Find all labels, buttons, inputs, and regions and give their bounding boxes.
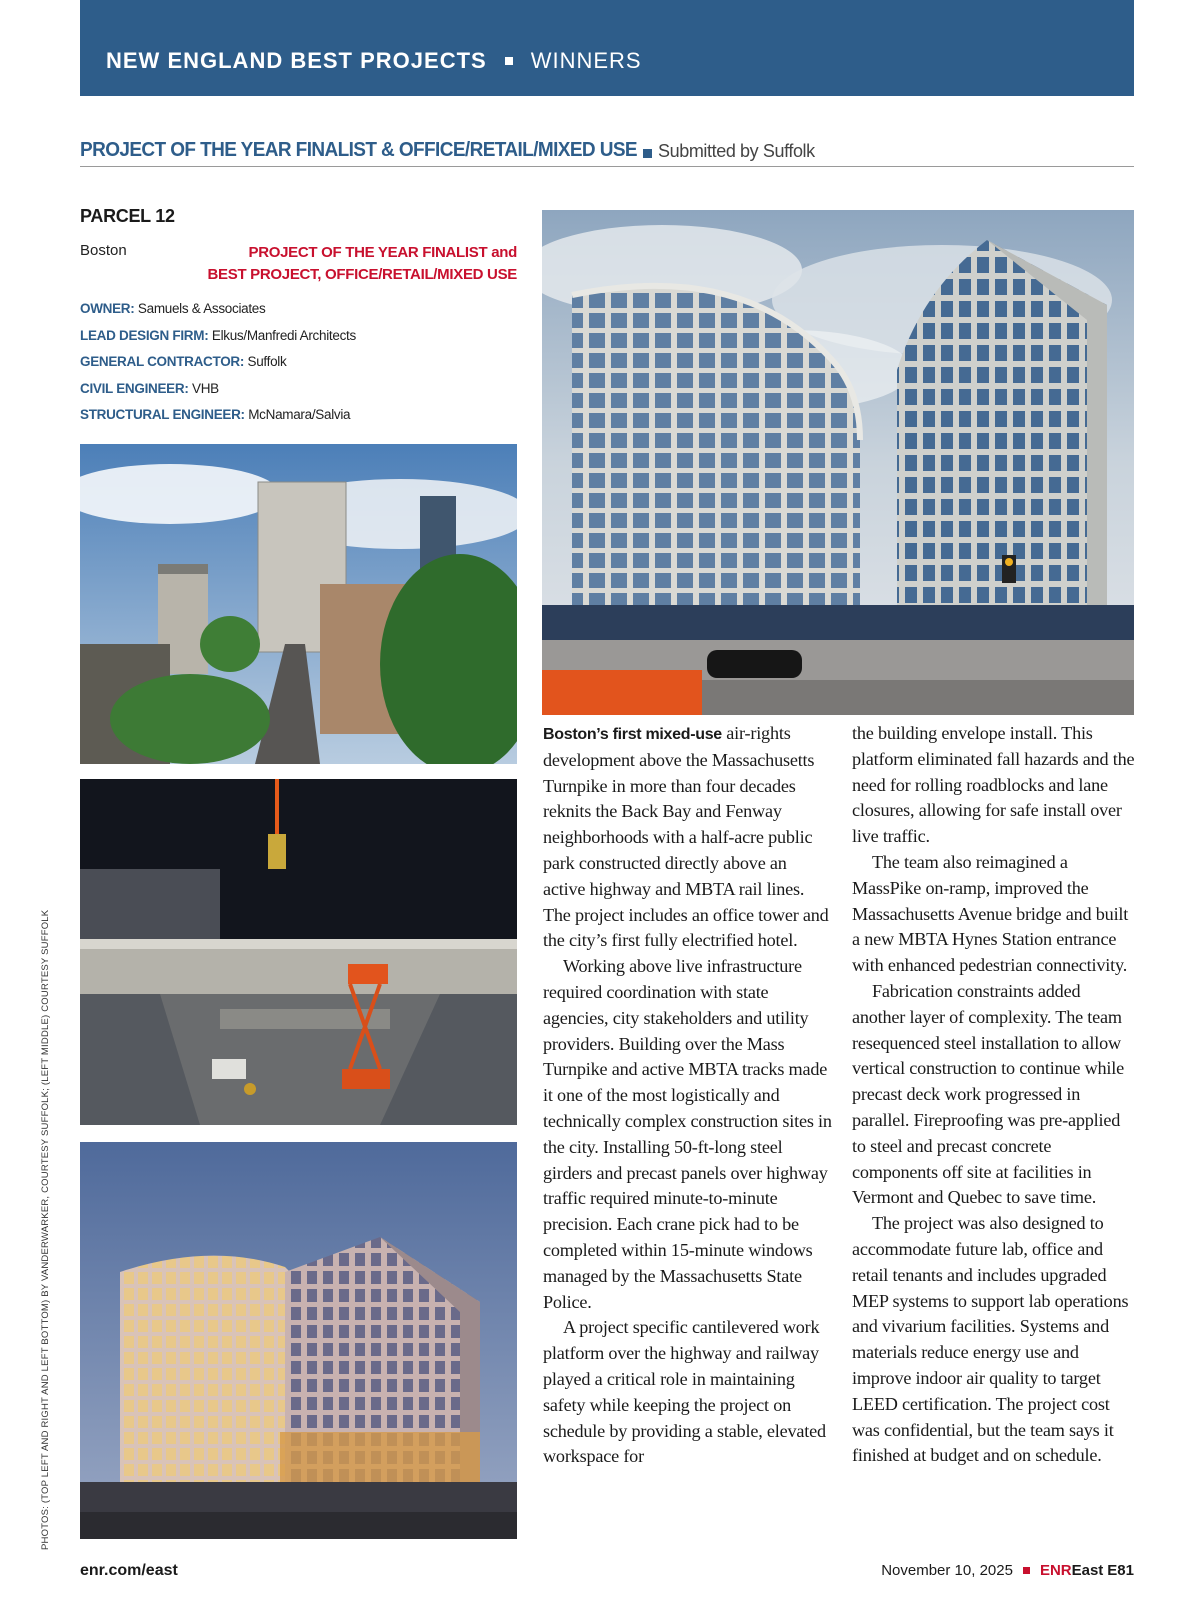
project-location: Boston — [80, 242, 127, 259]
footer-url: enr.com/east — [80, 1562, 178, 1579]
banner-title: NEW ENGLAND BEST PROJECTS — [106, 48, 487, 73]
footer-page-number: E81 — [1107, 1562, 1134, 1579]
credit-general-contractor — [80, 349, 356, 376]
header-banner — [80, 0, 1134, 96]
article-column-1 — [543, 721, 833, 1470]
credit-value: Samuels & Associates — [137, 301, 266, 316]
credit-label: STRUCTURAL ENGINEER: — [80, 407, 245, 422]
credit-civil-engineer — [80, 376, 356, 403]
credit-value: McNamara/Salvia — [248, 407, 351, 422]
credit-design-firm — [80, 323, 356, 350]
credit-owner — [80, 296, 356, 323]
photo-street-aerial — [80, 444, 517, 764]
credit-label: CIVIL ENGINEER: — [80, 380, 189, 396]
banner-separator — [505, 57, 513, 65]
section-separator — [643, 149, 652, 158]
section-category: PROJECT OF THE YEAR FINALIST & OFFICE/RETAIL/MIXED USE — [80, 139, 637, 162]
paragraph: Fabrication constraints added another layer of complexity. The team resequenced steel installation to allow vertical construction to continue while precast deck work progressed in parallel. Fireproofing was pre-applied to steel and precast concrete components off site at facilities in Vermont and Quebec to save time. — [852, 980, 1125, 1208]
credit-value: Elkus/Manfredi Architects — [211, 327, 356, 343]
paragraph: The team also reimagined a MassPike on-ramp, improved the Massachusetts Avenue bridge and built a new MBTA Hynes Station entrance with enhanced pedestrian connectivity. — [852, 851, 1129, 976]
paragraph: The project was also designed to accommodate future lab, office and retail tenants and includes upgraded MEP systems to support lab operations and vivarium facilities. Systems and materials reduce energy use and improve indoor air quality to target LEED certification. The project cost was confidential, but the team says it finished at budget and on schedule. — [852, 1213, 1129, 1466]
credit-structural-engineer — [80, 402, 356, 429]
credit-label: LEAD DESIGN FIRM: — [80, 327, 209, 343]
footer-brand: ENR — [1039, 1562, 1072, 1579]
article-column-2 — [852, 721, 1136, 1469]
main-photo-buildings — [542, 210, 1134, 715]
lead-in: Boston’s first mixed-use — [543, 726, 722, 743]
paragraph: A project specific cantilevered work platform over the highway and railway played a critical role in maintaining safety while keeping the project on schedule by providing a stable, elevated workspace for — [543, 1317, 826, 1467]
paragraph: the building envelope install. This platform eliminated fall hazards and the need for rolling roadblocks and lane closures, allowing for safe install over live traffic. — [852, 723, 1135, 847]
section-submitted-by: Submitted by Suffolk — [658, 141, 815, 161]
photo-credit: PHOTOS: (TOP LEFT AND RIGHT AND LEFT BOTTOM) BY VANDERWARKER, COURTESY SUFFOLK; (LEFT MIDDLE) COURTESY SUFFOLK — [40, 909, 51, 1550]
credit-label: OWNER: — [80, 301, 135, 316]
project-credits — [80, 296, 356, 429]
paragraph — [543, 721, 833, 954]
banner-subtitle: WINNERS — [530, 48, 642, 73]
credit-label: GENERAL CONTRACTOR: — [80, 354, 245, 369]
photo-dusk-buildings — [80, 1142, 517, 1539]
paragraph: Working above live infrastructure required coordination with state agencies, city stakeholders and utility providers. Building over the Mass Turnpike and active MBTA tracks made it one of the most logistically and technically complex construction sites in the city. Installing 50-ft-long steel girders and precast panels over highway traffic required minute-to-minute precision. Each crane pick had to be completed within 15-minute windows managed by the Massachusetts State Police. — [543, 956, 832, 1312]
award-line-1: PROJECT OF THE YEAR FINALIST and — [248, 244, 517, 261]
credit-value: VHB — [191, 380, 219, 396]
paragraph-text: air-rights development above the Massachusetts Turnpike in more than four decades reknits the Back Bay and Fenway neighborhoods with a half-acre public park constructed directly above an active highway and MBTA rail lines. The project includes an office tower and the city’s first fully electrified hotel. — [543, 723, 829, 951]
award-line-2: BEST PROJECT, OFFICE/RETAIL/MIXED USE — [207, 266, 517, 283]
photo-night-construction — [80, 779, 517, 1125]
project-name: PARCEL 12 — [80, 206, 175, 226]
footer-edition: East — [1071, 1562, 1104, 1579]
footer-separator — [1023, 1567, 1030, 1574]
footer-folio — [881, 1562, 1134, 1579]
credit-value: Suffolk — [247, 354, 287, 369]
award-label — [208, 242, 518, 286]
footer-date: November 10, 2025 — [881, 1562, 1013, 1579]
section-heading — [80, 138, 1134, 167]
